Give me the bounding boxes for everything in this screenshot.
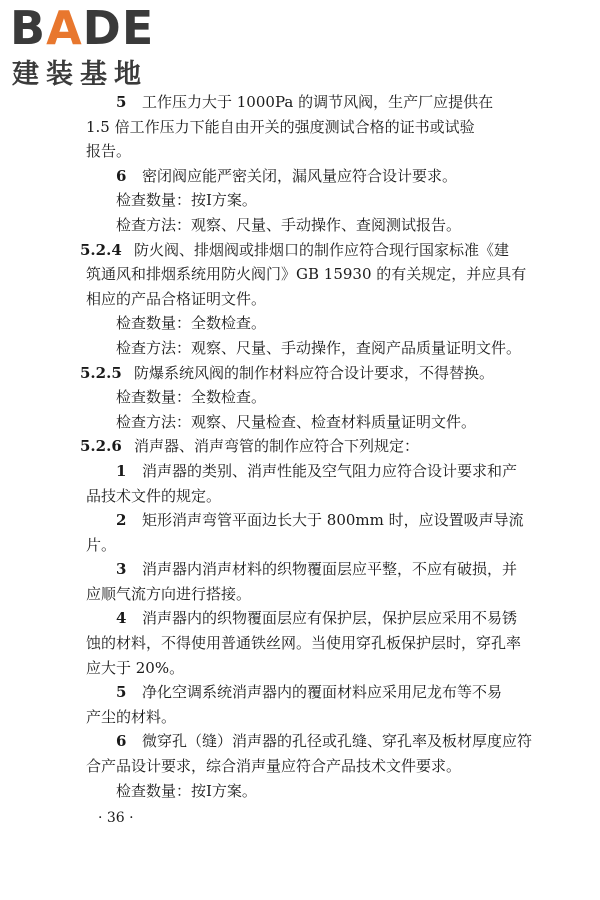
- body-paragraph: [86, 311, 526, 336]
- text-line: [86, 656, 526, 681]
- numbered-item: [86, 90, 526, 164]
- text-line: [86, 188, 526, 213]
- line-text: 消声器、消声弯管的制作应符合下列规定：: [134, 437, 420, 456]
- numbered-item: [86, 508, 526, 557]
- text-line: [86, 779, 526, 804]
- text-line: [86, 533, 526, 558]
- watermark-brand: BADE: [10, 1, 155, 55]
- line-text: 合产品设计要求，综合消声量应符合产品技术文件要求。: [86, 757, 462, 776]
- clause-number: 5.2.4: [80, 240, 122, 259]
- text-line: [86, 213, 526, 238]
- text-line: [80, 361, 526, 386]
- text-line: [80, 434, 526, 459]
- text-line: [86, 582, 526, 607]
- line-text: 产尘的材料。: [86, 707, 177, 726]
- text-line: [86, 680, 526, 705]
- text-line: [80, 238, 526, 263]
- text-line: [86, 336, 526, 361]
- text-line: [86, 705, 526, 730]
- body-paragraph: [86, 410, 526, 435]
- line-text: 检查方法：观察、尺量、手动操作，查阅产品质量证明文件。: [116, 338, 522, 357]
- bade-watermark-logo: [8, 2, 183, 94]
- clause-paragraph: [80, 434, 526, 459]
- item-number: 2: [116, 511, 127, 530]
- text-line: [86, 631, 526, 656]
- line-text: 1.5 倍工作压力下能自由开关的强度测试合格的证书或试验: [86, 117, 475, 136]
- numbered-item: [86, 729, 533, 778]
- item-number: 6: [116, 732, 127, 751]
- text-line: [86, 557, 526, 582]
- line-text: 工作压力大于 1000Pa 的调节风阀，生产厂应提供在: [142, 93, 494, 111]
- body-paragraph: [86, 213, 526, 238]
- line-text: 密闭阀应能严密关闭，漏风量应符合设计要求。: [142, 166, 458, 185]
- text-line: [86, 484, 526, 509]
- clause-number: 5.2.5: [80, 363, 122, 382]
- line-text: 微穿孔（缝）消声器的孔径或孔缝、穿孔率及板材厚度应符: [142, 732, 533, 751]
- line-text: 检查数量：按Ⅰ方案。: [116, 191, 257, 210]
- line-text: 筑通风和排烟系统用防火阀门》GB 15930 的有关规定，并应具有: [86, 265, 527, 284]
- line-text: 检查方法：观察、尺量检查、检查材料质量证明文件。: [116, 412, 477, 431]
- item-number: 3: [116, 560, 127, 579]
- line-text: 矩形消声弯管平面边长大于 800mm 时，应设置吸声导流: [142, 511, 524, 530]
- item-number: 1: [116, 461, 127, 480]
- text-line: [86, 754, 526, 779]
- numbered-item: [86, 606, 526, 680]
- clause-number: 5.2.6: [80, 437, 122, 456]
- page-number: · 36 ·: [98, 810, 134, 826]
- body-paragraph: [86, 336, 526, 361]
- line-text: 检查方法：观察、尺量、手动操作、查阅测试报告。: [116, 215, 462, 234]
- line-text: 蚀的材料，不得使用普通铁丝网。当使用穿孔板保护层时，穿孔率: [86, 634, 522, 653]
- document-body: [80, 90, 533, 803]
- item-number: 6: [116, 166, 127, 185]
- line-text: 防火阀、排烟阀或排烟口的制作应符合现行国家标准《建: [134, 240, 510, 259]
- line-text: 品技术文件的规定。: [86, 486, 222, 505]
- text-line: [86, 385, 526, 410]
- line-text: 片。: [86, 535, 117, 554]
- line-text: 消声器内的织物覆面层应有保护层，保护层应采用不易锈: [142, 609, 518, 628]
- line-text: 净化空调系统消声器内的覆面材料应采用尼龙布等不易: [142, 683, 503, 702]
- body-paragraph: [86, 779, 526, 804]
- text-line: [86, 729, 533, 754]
- numbered-item: [86, 164, 526, 189]
- line-text: 检查数量：全数检查。: [116, 314, 267, 333]
- text-line: [86, 508, 526, 533]
- item-number: 5: [116, 93, 127, 111]
- numbered-item: [86, 680, 526, 729]
- text-line: [86, 410, 526, 435]
- line-text: 应顺气流方向进行搭接。: [86, 584, 252, 603]
- line-text: 应大于 20%。: [86, 658, 185, 677]
- line-text: 报告。: [86, 142, 132, 161]
- text-line: [86, 459, 526, 484]
- watermark-subtitle: 建装基地: [12, 59, 148, 90]
- line-text: 检查数量：按Ⅰ方案。: [116, 781, 257, 800]
- text-line: [86, 262, 526, 287]
- line-text: 防爆系统风阀的制作材料应符合设计要求，不得替换。: [134, 363, 495, 382]
- item-number: 5: [116, 683, 127, 702]
- text-line: [86, 139, 526, 164]
- text-line: [86, 90, 526, 115]
- body-paragraph: [86, 188, 526, 213]
- item-number: 4: [116, 609, 127, 628]
- line-text: 消声器的类别、消声性能及空气阻力应符合设计要求和产: [142, 461, 518, 480]
- numbered-item: [86, 459, 526, 508]
- text-line: [86, 606, 526, 631]
- numbered-item: [86, 557, 526, 606]
- text-line: [86, 287, 526, 312]
- line-text: 相应的产品合格证明文件。: [86, 289, 267, 308]
- clause-paragraph: [80, 238, 527, 312]
- text-line: [86, 115, 526, 140]
- text-line: [86, 311, 526, 336]
- body-paragraph: [86, 385, 526, 410]
- line-text: 检查数量：全数检查。: [116, 388, 267, 407]
- line-text: 消声器内消声材料的织物覆面层应平整，不应有破损，并: [142, 560, 518, 579]
- clause-paragraph: [80, 361, 526, 386]
- text-line: [86, 164, 526, 189]
